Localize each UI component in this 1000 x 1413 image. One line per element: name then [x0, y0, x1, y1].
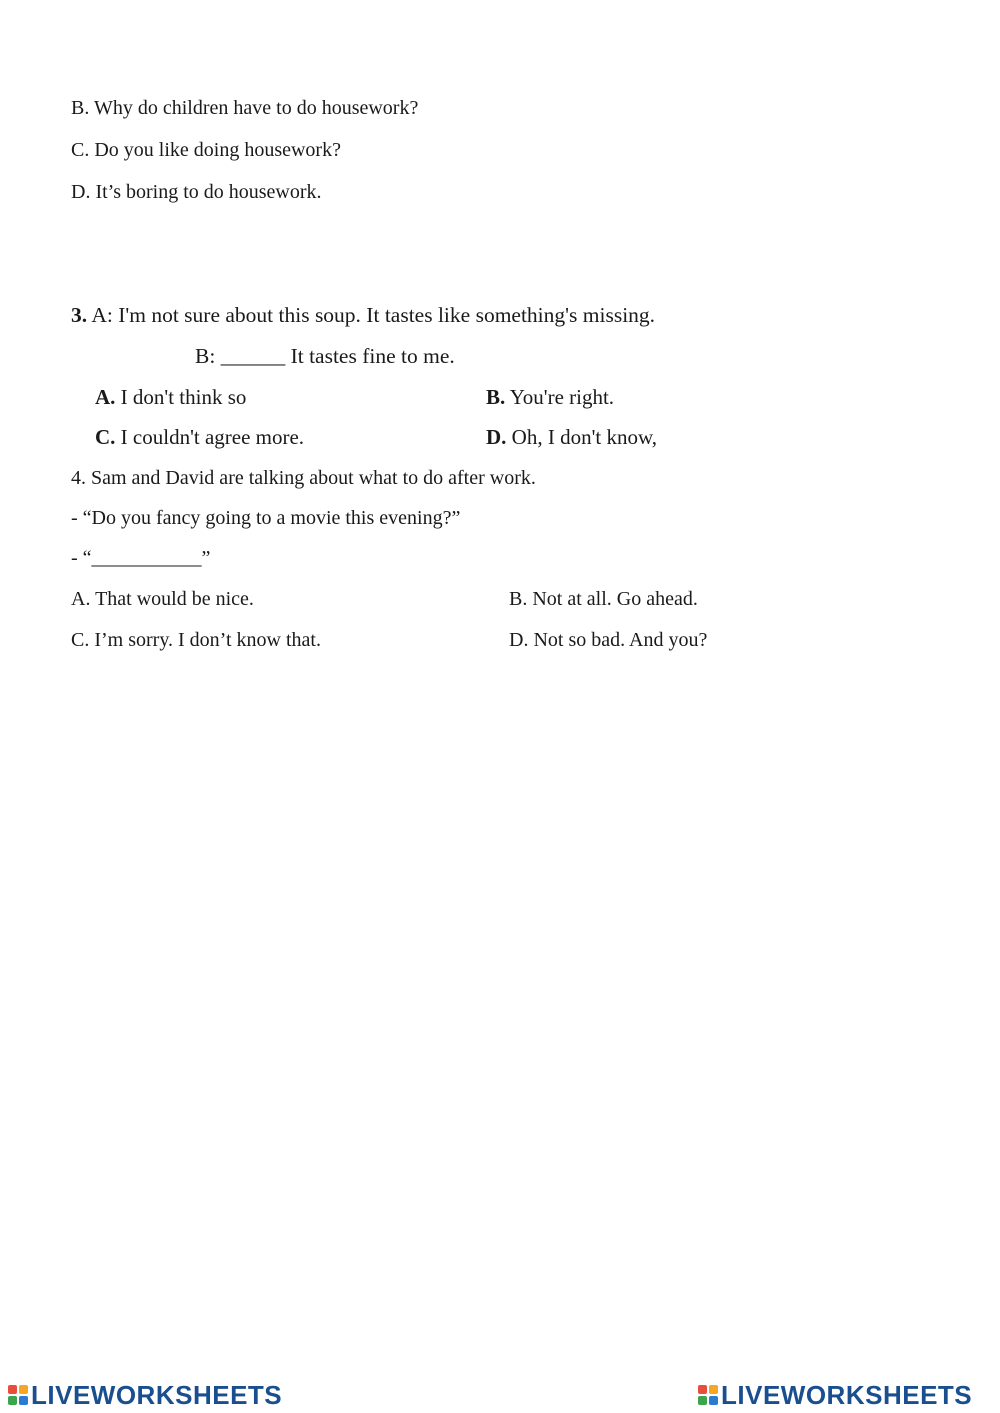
liveworksheets-logo-left — [8, 1381, 282, 1409]
q2-option-d: D. It’s boring to do housework. — [71, 181, 322, 203]
logo-brand-text: LIVEWORKSHEETS — [721, 1379, 973, 1410]
logo-square-icon — [8, 1396, 17, 1405]
q3-option-c-letter: C. — [95, 425, 116, 449]
q2-option-c: C. Do you like doing housework? — [71, 139, 341, 161]
q3-prompt — [71, 303, 655, 327]
q4-option-b[interactable]: B. Not at all. Go ahead. — [509, 588, 698, 610]
q3-option-c[interactable] — [95, 425, 304, 449]
q3-option-b-letter: B. — [486, 385, 506, 409]
logo-mark-icon — [8, 1385, 28, 1405]
q3-option-b-text: You're right. — [505, 385, 615, 409]
q4-dialogue-line-2: - “___________” — [71, 547, 211, 569]
q4-prompt: 4. Sam and David are talking about what to do after work. — [71, 467, 536, 489]
logo-square-icon — [709, 1385, 718, 1394]
q3-option-a-letter: A. — [95, 385, 116, 409]
logo-square-icon — [19, 1396, 28, 1405]
q3-option-a[interactable] — [95, 385, 246, 409]
q2-option-b: B. Why do children have to do housework? — [71, 97, 419, 119]
q4-option-d[interactable]: D. Not so bad. And you? — [509, 629, 708, 651]
logo-square-icon — [698, 1396, 707, 1405]
liveworksheets-logo-right — [698, 1381, 972, 1409]
logo-square-icon — [698, 1385, 707, 1394]
q4-dialogue-line-1: - “Do you fancy going to a movie this evening?” — [71, 507, 461, 529]
logo-mark-icon — [698, 1385, 718, 1405]
q3-option-d[interactable] — [486, 425, 657, 449]
q3-prompt-b: B: ______ It tastes fine to me. — [195, 344, 455, 368]
q3-option-d-letter: D. — [486, 425, 507, 449]
q3-option-d-text: Oh, I don't know, — [506, 425, 658, 449]
logo-square-icon — [709, 1396, 718, 1405]
logo-brand-text: LIVEWORKSHEETS — [31, 1379, 283, 1410]
q3-option-c-text: I couldn't agree more. — [115, 425, 305, 449]
logo-square-icon — [8, 1385, 17, 1394]
q4-option-a[interactable]: A. That would be nice. — [71, 588, 254, 610]
q3-option-b[interactable] — [486, 385, 614, 409]
q3-number: 3. — [71, 303, 88, 327]
q3-prompt-a: A: I'm not sure about this soup. It tastes like something's missing. — [87, 303, 656, 327]
q3-option-a-text: I don't think so — [115, 385, 247, 409]
q4-option-c[interactable]: C. I’m sorry. I don’t know that. — [71, 629, 321, 651]
logo-square-icon — [19, 1385, 28, 1394]
